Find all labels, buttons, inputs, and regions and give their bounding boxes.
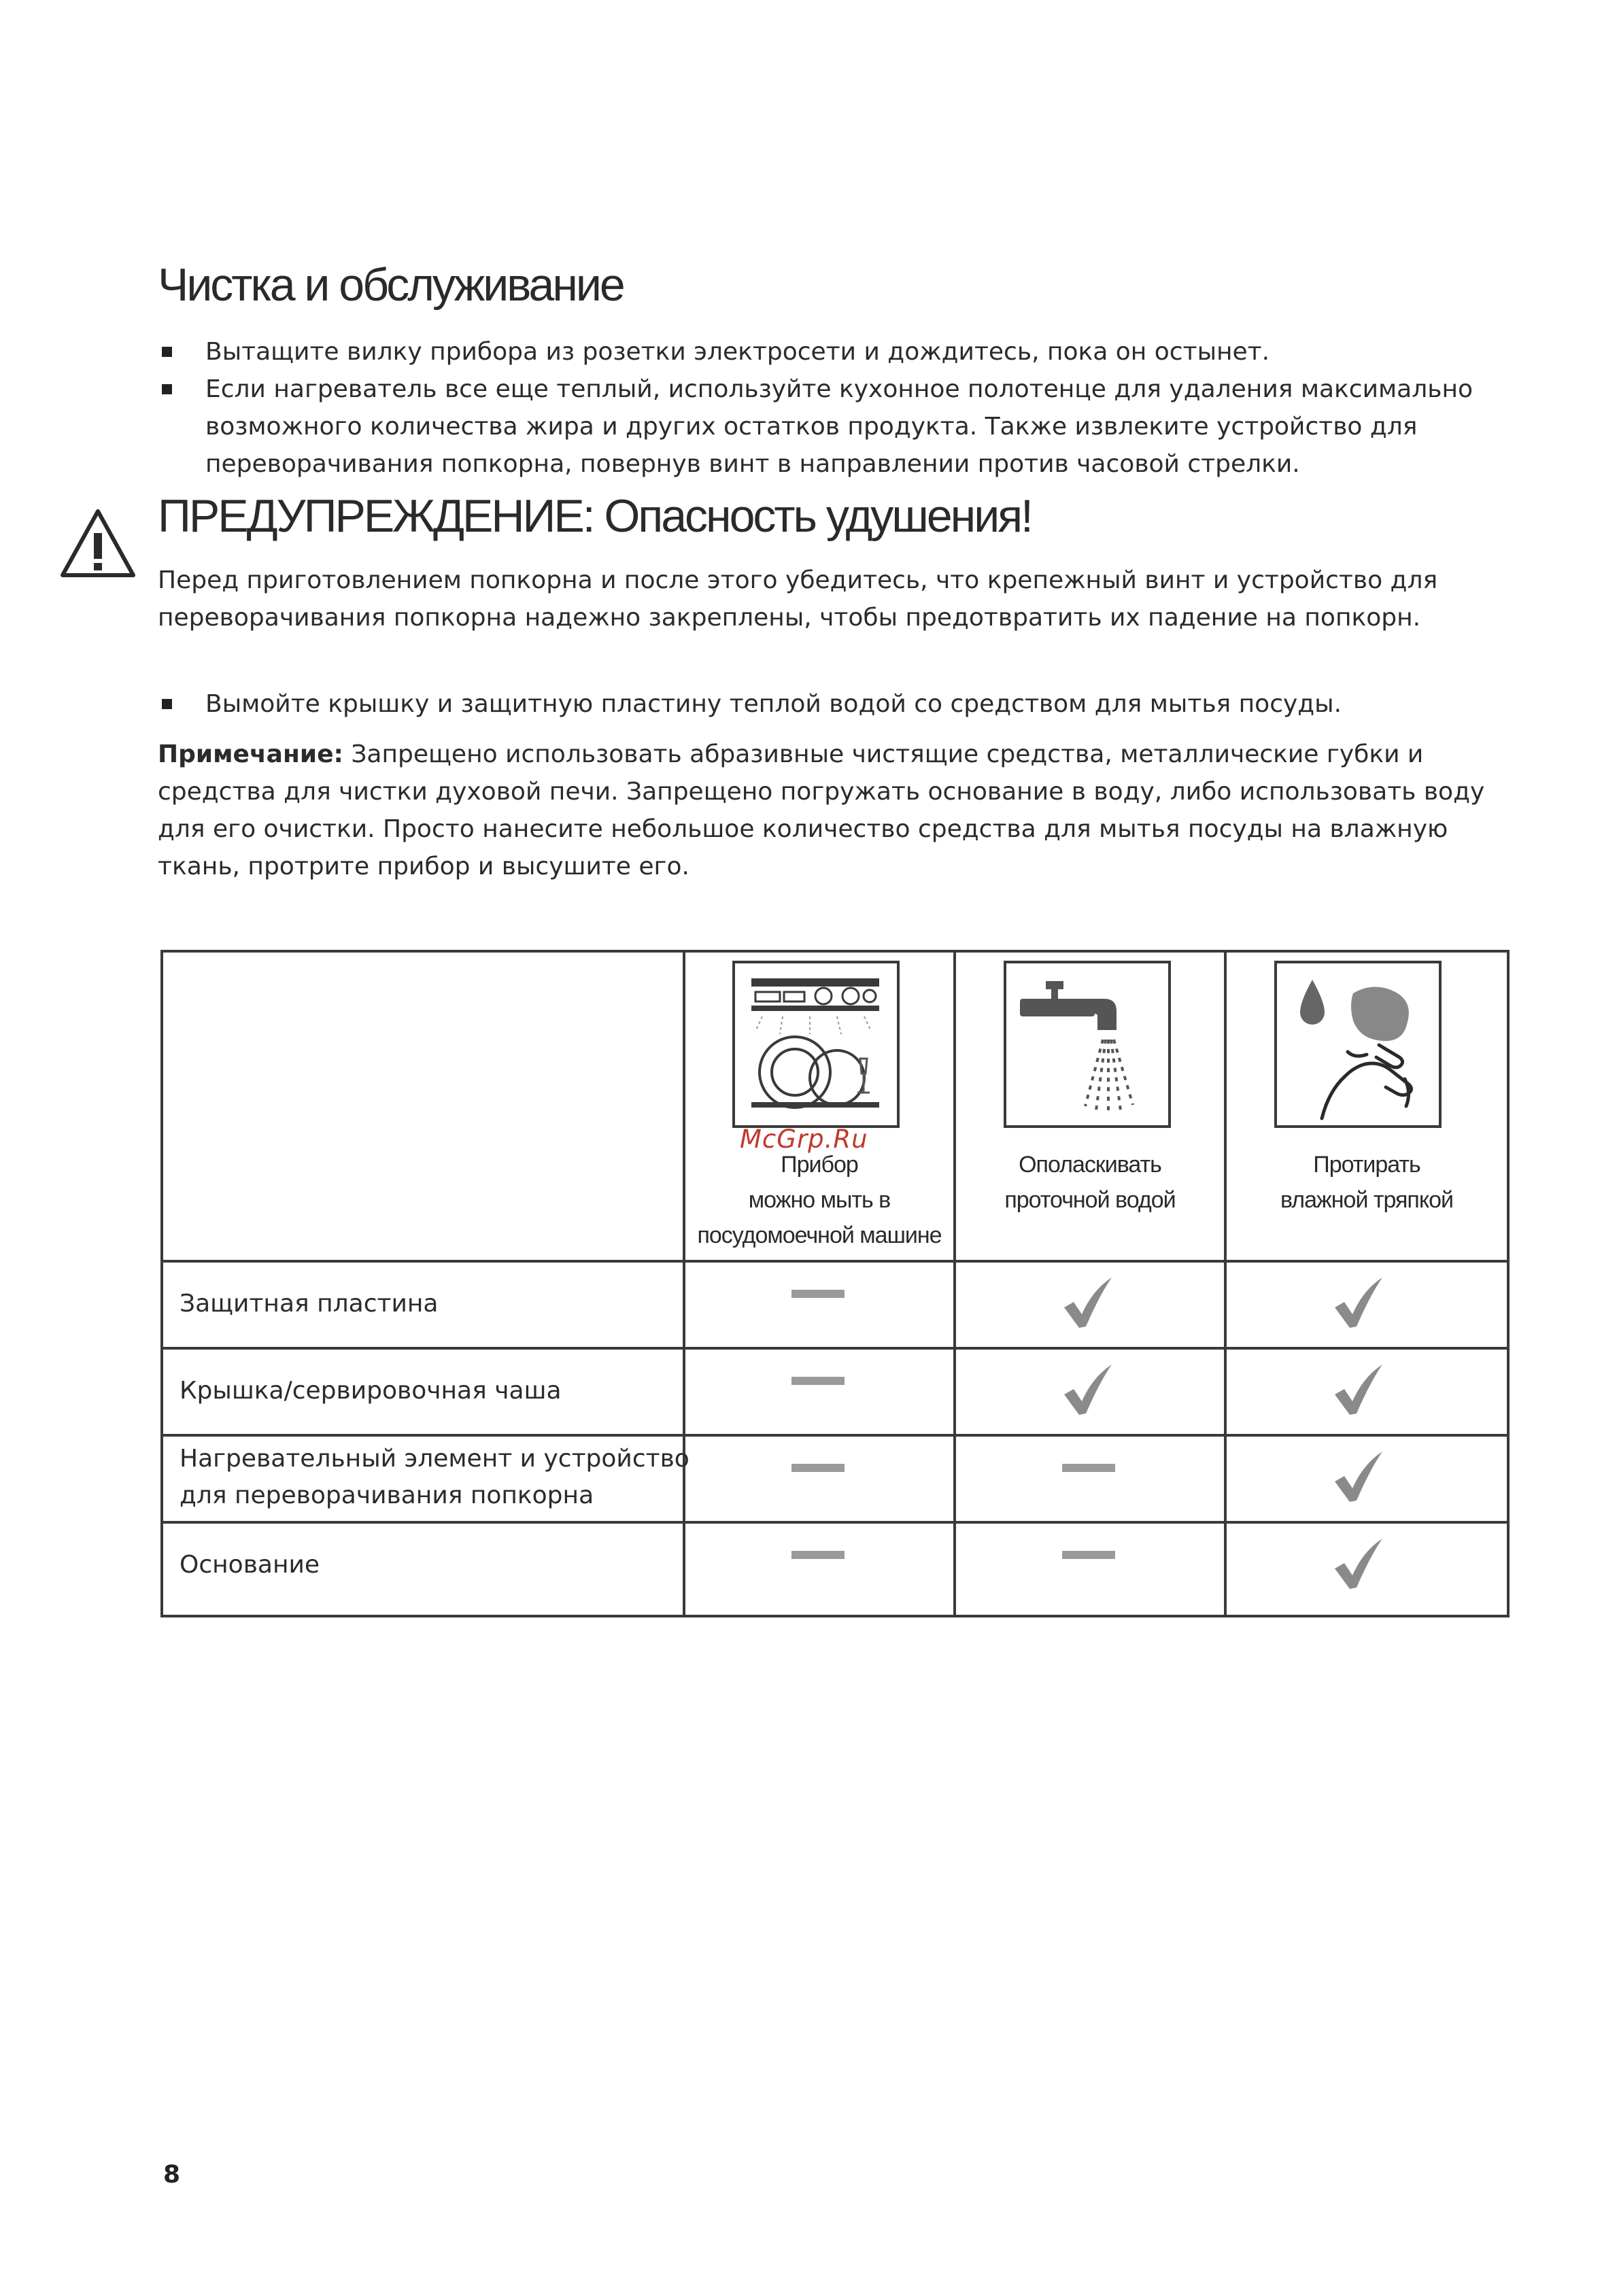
warning-title: ПРЕДУПРЕЖДЕНИЕ: Опасность удушения!: [158, 490, 1032, 542]
cleaning-steps-list: [158, 333, 1490, 483]
column-header-dishwasher: Прибор можно мыть в посудомоечной машине: [697, 1152, 942, 1248]
table-divider: [1224, 953, 1227, 1615]
water-tap-icon: [1004, 961, 1171, 1128]
checkmark-icon: [1332, 1536, 1386, 1590]
bullet-square-icon: [162, 347, 172, 357]
warning-triangle-icon: [58, 507, 137, 581]
warning-text: Перед приготовлением попкорна и после этого убедитесь, что крепежный винт и устройство для переворачивания попкорна надежно закреплены, чтобы предотвратить их падение на попкорн.: [158, 566, 1438, 632]
row-label: Защитная пластина: [180, 1290, 439, 1318]
note-label: Примечание:: [158, 740, 343, 768]
table-divider: [163, 1434, 1507, 1437]
checkmark-icon: [1332, 1449, 1386, 1503]
column-header-wipe: Протирать влажной тряпкой: [1280, 1152, 1453, 1213]
row-label: Основание: [180, 1551, 320, 1579]
column-header-rinse: Ополаскивать проточной водой: [1004, 1152, 1176, 1213]
washing-steps-list: [158, 685, 1490, 723]
checkmark-icon: [1332, 1275, 1386, 1329]
note-text: Запрещено использовать абразивные чистящие средства, металлические губки и средства для чистки духовой печи. Запрещено погружать основание в воду, либо использовать воду для его очистки. Просто нанесите небольшое количество средства для мытья посуды на влажную ткань, протрите прибор и высушите его.: [158, 740, 1485, 880]
bullet-square-icon: [162, 699, 172, 709]
dash-icon: [791, 1377, 845, 1385]
dash-icon: [791, 1290, 845, 1298]
dash-icon: [791, 1464, 845, 1472]
watermark: McGrp.Ru: [740, 1125, 868, 1154]
page-number: 8: [163, 2161, 181, 2189]
list-item: Если нагреватель все еще теплый, используйте кухонное полотенце для удаления максимально возможного количества жира и других остатков продукта. Также извлеките устройство для переворачивания попкорна, повернув винт в направлении против часовой стрелки.: [158, 371, 1490, 483]
row-label: Крышка/сервировочная чаша: [180, 1377, 562, 1405]
cleaning-table: [160, 950, 1510, 1617]
table-divider: [163, 1347, 1507, 1350]
dishwasher-icon: [732, 961, 900, 1128]
dash-icon: [1062, 1464, 1115, 1472]
dash-icon: [1062, 1551, 1115, 1559]
table-divider: [163, 1521, 1507, 1524]
checkmark-icon: [1061, 1362, 1116, 1416]
checkmark-icon: [1332, 1362, 1386, 1416]
note-paragraph: [158, 736, 1490, 885]
table-divider: [683, 953, 685, 1615]
list-item: Вытащите вилку прибора из розетки электросети и дождитесь, пока он остынет.: [158, 333, 1490, 371]
list-item: Вымойте крышку и защитную пластину теплой водой со средством для мытья посуды.: [158, 685, 1490, 723]
table-divider: [953, 953, 956, 1615]
checkmark-icon: [1061, 1275, 1116, 1329]
bullet-square-icon: [162, 384, 172, 394]
section-title: Чистка и обслуживание: [158, 259, 624, 311]
wipe-cloth-icon: [1274, 961, 1442, 1128]
dash-icon: [791, 1551, 845, 1559]
row-label: Нагревательный элемент и устройство для переворачивания попкорна: [180, 1445, 689, 1509]
table-divider: [163, 1260, 1507, 1263]
